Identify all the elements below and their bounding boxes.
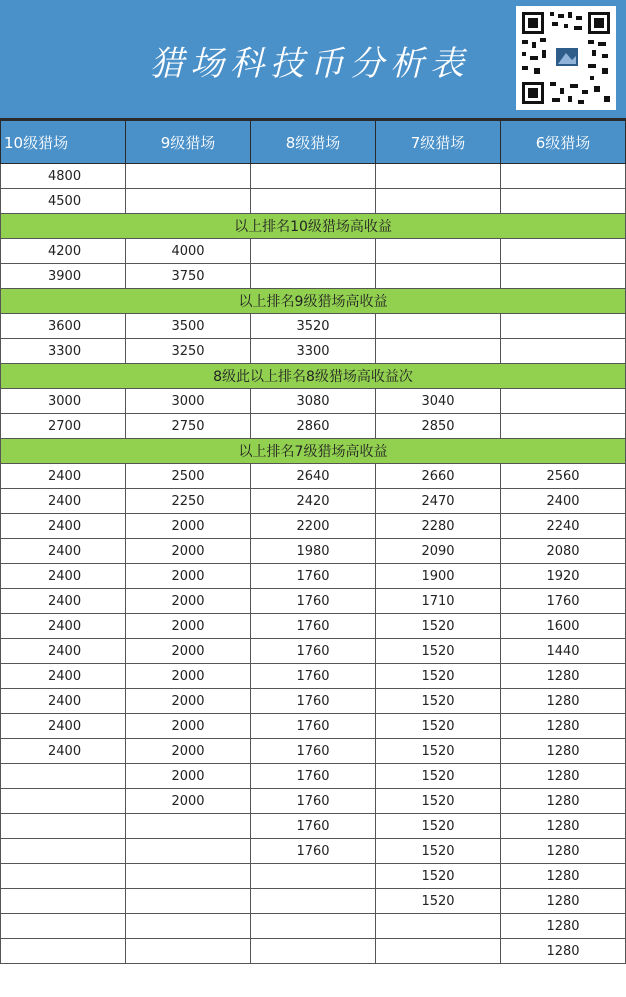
- table-row: [1, 839, 626, 864]
- table-cell: [376, 164, 501, 189]
- table-cell: 4000: [126, 239, 251, 264]
- table-cell: 1760: [251, 664, 376, 689]
- table-cell: 2200: [251, 514, 376, 539]
- table-cell: [251, 864, 376, 889]
- table-cell: 3300: [251, 339, 376, 364]
- table-cell: [251, 264, 376, 289]
- table-cell: [1, 814, 126, 839]
- table-cell: 1520: [376, 614, 501, 639]
- table-cell: [251, 189, 376, 214]
- table-cell: [126, 939, 251, 964]
- table-cell: 1280: [501, 764, 626, 789]
- table-cell: 2400: [1, 564, 126, 589]
- column-header: 9级猎场: [126, 121, 251, 164]
- table-cell: 2240: [501, 514, 626, 539]
- table-cell: 1520: [376, 689, 501, 714]
- table-cell: [376, 939, 501, 964]
- table-cell: 1280: [501, 839, 626, 864]
- table-row: [1, 714, 626, 739]
- table-cell: 2400: [1, 489, 126, 514]
- table-row: [1, 889, 626, 914]
- table-cell: 1440: [501, 639, 626, 664]
- table-cell: 3040: [376, 389, 501, 414]
- table-cell: [1, 939, 126, 964]
- table-row: [1, 564, 626, 589]
- table-cell: 2000: [126, 514, 251, 539]
- table-cell: 1760: [251, 839, 376, 864]
- table-row: [1, 514, 626, 539]
- table-cell: 1760: [501, 589, 626, 614]
- table-cell: 3000: [126, 389, 251, 414]
- table-cell: 2000: [126, 789, 251, 814]
- table-cell: 2640: [251, 464, 376, 489]
- table-cell: [376, 314, 501, 339]
- table-cell: [126, 864, 251, 889]
- table-row: [1, 864, 626, 889]
- separator-row: [1, 439, 626, 464]
- table-cell: 2280: [376, 514, 501, 539]
- table-cell: 2420: [251, 489, 376, 514]
- table-cell: [1, 789, 126, 814]
- table-cell: [1, 889, 126, 914]
- table-cell: 1520: [376, 889, 501, 914]
- table-cell: 1710: [376, 589, 501, 614]
- table-cell: [126, 164, 251, 189]
- table-cell: 1280: [501, 864, 626, 889]
- table-row: [1, 389, 626, 414]
- table-cell: 1520: [376, 814, 501, 839]
- table-cell: 1280: [501, 714, 626, 739]
- table-row: [1, 314, 626, 339]
- table-cell: 2560: [501, 464, 626, 489]
- table-cell: [251, 889, 376, 914]
- table-cell: 1920: [501, 564, 626, 589]
- table-cell: 1760: [251, 739, 376, 764]
- table-cell: [126, 839, 251, 864]
- table-row: [1, 239, 626, 264]
- table-cell: 3000: [1, 389, 126, 414]
- table-row: [1, 689, 626, 714]
- table-row: [1, 939, 626, 964]
- separator-row: [1, 214, 626, 239]
- table-cell: 2400: [1, 589, 126, 614]
- table-cell: 1280: [501, 789, 626, 814]
- table-cell: 2000: [126, 539, 251, 564]
- table-row: [1, 539, 626, 564]
- table-row: [1, 264, 626, 289]
- table-cell: [251, 914, 376, 939]
- table-cell: [501, 339, 626, 364]
- table-cell: [1, 864, 126, 889]
- table-row: [1, 814, 626, 839]
- table-row: [1, 464, 626, 489]
- table-cell: 2860: [251, 414, 376, 439]
- table-cell: [251, 164, 376, 189]
- table-cell: [1, 764, 126, 789]
- separator-row: [1, 364, 626, 389]
- table-cell: 1280: [501, 664, 626, 689]
- table-cell: 1760: [251, 764, 376, 789]
- table-cell: 2400: [1, 739, 126, 764]
- table-cell: 2750: [126, 414, 251, 439]
- data-table: [0, 120, 626, 964]
- table-cell: [126, 814, 251, 839]
- table-cell: 1280: [501, 914, 626, 939]
- table-header-row: [1, 121, 626, 164]
- table-cell: [501, 164, 626, 189]
- table-cell: 1600: [501, 614, 626, 639]
- table-cell: 2000: [126, 764, 251, 789]
- table-row: [1, 414, 626, 439]
- table-cell: 1760: [251, 564, 376, 589]
- table-cell: 3900: [1, 264, 126, 289]
- table-cell: 2400: [1, 514, 126, 539]
- separator-row: [1, 289, 626, 314]
- table-cell: 2250: [126, 489, 251, 514]
- table-row: [1, 764, 626, 789]
- table-cell: 1520: [376, 739, 501, 764]
- table-cell: [376, 264, 501, 289]
- table-cell: 3600: [1, 314, 126, 339]
- table-cell: 2660: [376, 464, 501, 489]
- page-title: 猎场科技币分析表: [150, 44, 470, 84]
- table-cell: 2000: [126, 614, 251, 639]
- table-cell: 2080: [501, 539, 626, 564]
- table-cell: [376, 189, 501, 214]
- table-cell: [501, 239, 626, 264]
- table-cell: 1520: [376, 789, 501, 814]
- table-cell: 3250: [126, 339, 251, 364]
- table-cell: 2400: [1, 539, 126, 564]
- table-cell: 1900: [376, 564, 501, 589]
- table-cell: 1760: [251, 589, 376, 614]
- table-cell: 1760: [251, 689, 376, 714]
- table-cell: 2400: [1, 714, 126, 739]
- table-cell: 1520: [376, 764, 501, 789]
- table-cell: 1520: [376, 714, 501, 739]
- table-cell: 3300: [1, 339, 126, 364]
- table-cell: [501, 314, 626, 339]
- table-cell: [1, 839, 126, 864]
- table-cell: 2000: [126, 639, 251, 664]
- table-row: [1, 789, 626, 814]
- column-header: 7级猎场: [376, 121, 501, 164]
- separator-label: 8级此以上排名8级猎场高收益次: [1, 364, 626, 389]
- table-cell: 2400: [1, 614, 126, 639]
- table-cell: 4200: [1, 239, 126, 264]
- table-cell: 1760: [251, 814, 376, 839]
- table-row: [1, 664, 626, 689]
- table-cell: 1280: [501, 739, 626, 764]
- column-header: 10级猎场: [1, 121, 126, 164]
- table-cell: 2500: [126, 464, 251, 489]
- table-cell: 3520: [251, 314, 376, 339]
- table-cell: [376, 914, 501, 939]
- table-cell: [126, 914, 251, 939]
- table-cell: 1760: [251, 789, 376, 814]
- table-cell: 1280: [501, 814, 626, 839]
- table-cell: 1980: [251, 539, 376, 564]
- table-cell: [251, 239, 376, 264]
- table-cell: [501, 264, 626, 289]
- column-header: 6级猎场: [501, 121, 626, 164]
- table-cell: [501, 414, 626, 439]
- table-cell: 1760: [251, 614, 376, 639]
- table-row: [1, 489, 626, 514]
- table-row: [1, 614, 626, 639]
- table-cell: 2000: [126, 564, 251, 589]
- header-banner: [0, 0, 626, 120]
- table-cell: 2850: [376, 414, 501, 439]
- table-cell: 1520: [376, 639, 501, 664]
- table-cell: 2400: [1, 464, 126, 489]
- table-row: [1, 339, 626, 364]
- table-cell: 1280: [501, 689, 626, 714]
- separator-label: 以上排名10级猎场高收益: [1, 214, 626, 239]
- table-cell: [251, 939, 376, 964]
- table-cell: [501, 189, 626, 214]
- table-cell: [126, 889, 251, 914]
- table-cell: [1, 914, 126, 939]
- table-cell: [501, 389, 626, 414]
- table-cell: 3500: [126, 314, 251, 339]
- table-cell: 3080: [251, 389, 376, 414]
- table-cell: 1760: [251, 639, 376, 664]
- table-cell: 4500: [1, 189, 126, 214]
- separator-label: 以上排名7级猎场高收益: [1, 439, 626, 464]
- table-cell: 2400: [1, 639, 126, 664]
- table-cell: 2470: [376, 489, 501, 514]
- table-cell: 1520: [376, 664, 501, 689]
- table-cell: 1280: [501, 889, 626, 914]
- qr-code-icon: [516, 6, 616, 110]
- table-cell: 1520: [376, 839, 501, 864]
- table-cell: 2400: [1, 689, 126, 714]
- table-cell: 2000: [126, 714, 251, 739]
- table-row: [1, 189, 626, 214]
- table-cell: 2700: [1, 414, 126, 439]
- table-row: [1, 639, 626, 664]
- table-cell: 3750: [126, 264, 251, 289]
- table-cell: 2000: [126, 689, 251, 714]
- table-cell: 1520: [376, 864, 501, 889]
- table-cell: [376, 239, 501, 264]
- column-header: 8级猎场: [251, 121, 376, 164]
- table-cell: 1280: [501, 939, 626, 964]
- table-row: [1, 164, 626, 189]
- table-cell: 1760: [251, 714, 376, 739]
- table-row: [1, 914, 626, 939]
- table-cell: [376, 339, 501, 364]
- table-cell: 2090: [376, 539, 501, 564]
- table-cell: 4800: [1, 164, 126, 189]
- table-cell: 2400: [501, 489, 626, 514]
- separator-label: 以上排名9级猎场高收益: [1, 289, 626, 314]
- table-cell: 2400: [1, 664, 126, 689]
- table-cell: 2000: [126, 664, 251, 689]
- table-row: [1, 589, 626, 614]
- table-cell: 2000: [126, 739, 251, 764]
- table-cell: [126, 189, 251, 214]
- table-cell: 2000: [126, 589, 251, 614]
- table-row: [1, 739, 626, 764]
